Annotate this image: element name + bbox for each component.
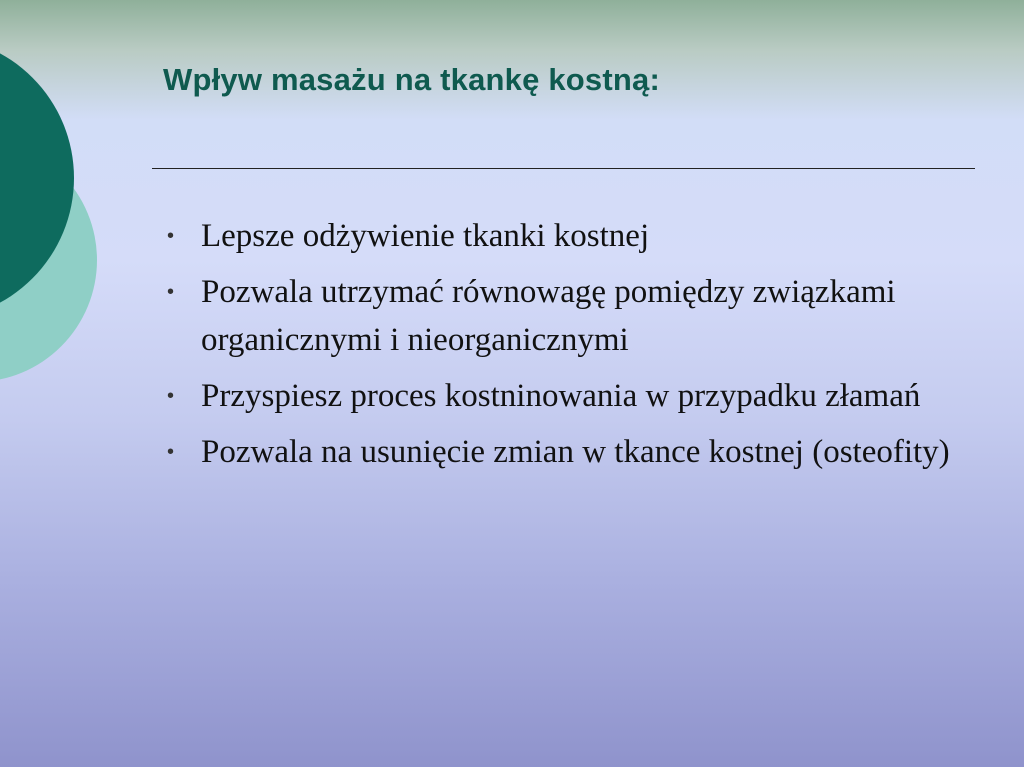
- bullet-marker: •: [167, 281, 175, 303]
- title-divider: [152, 168, 975, 169]
- bullet-item: [163, 268, 983, 364]
- bullet-item: [163, 212, 983, 260]
- bullet-text: Pozwala utrzymać równowagę pomiędzy związkami organicznymi i nieorganicznymi: [201, 274, 896, 358]
- bullet-item: [163, 372, 983, 420]
- bullet-marker: •: [167, 225, 175, 247]
- bullet-list: [163, 212, 983, 484]
- decorative-circles: [0, 0, 120, 420]
- bullet-text: Pozwala na usunięcie zmian w tkance kostnej (osteofity): [201, 434, 950, 470]
- bullet-item: [163, 428, 983, 476]
- slide-title: Wpływ masażu na tkankę kostną:: [163, 62, 660, 97]
- bullet-marker: •: [167, 441, 175, 463]
- bullet-text: Lepsze odżywienie tkanki kostnej: [201, 218, 650, 254]
- bullet-marker: •: [167, 385, 175, 407]
- bullet-text: Przyspiesz proces kostninowania w przypadku złamań: [201, 378, 921, 414]
